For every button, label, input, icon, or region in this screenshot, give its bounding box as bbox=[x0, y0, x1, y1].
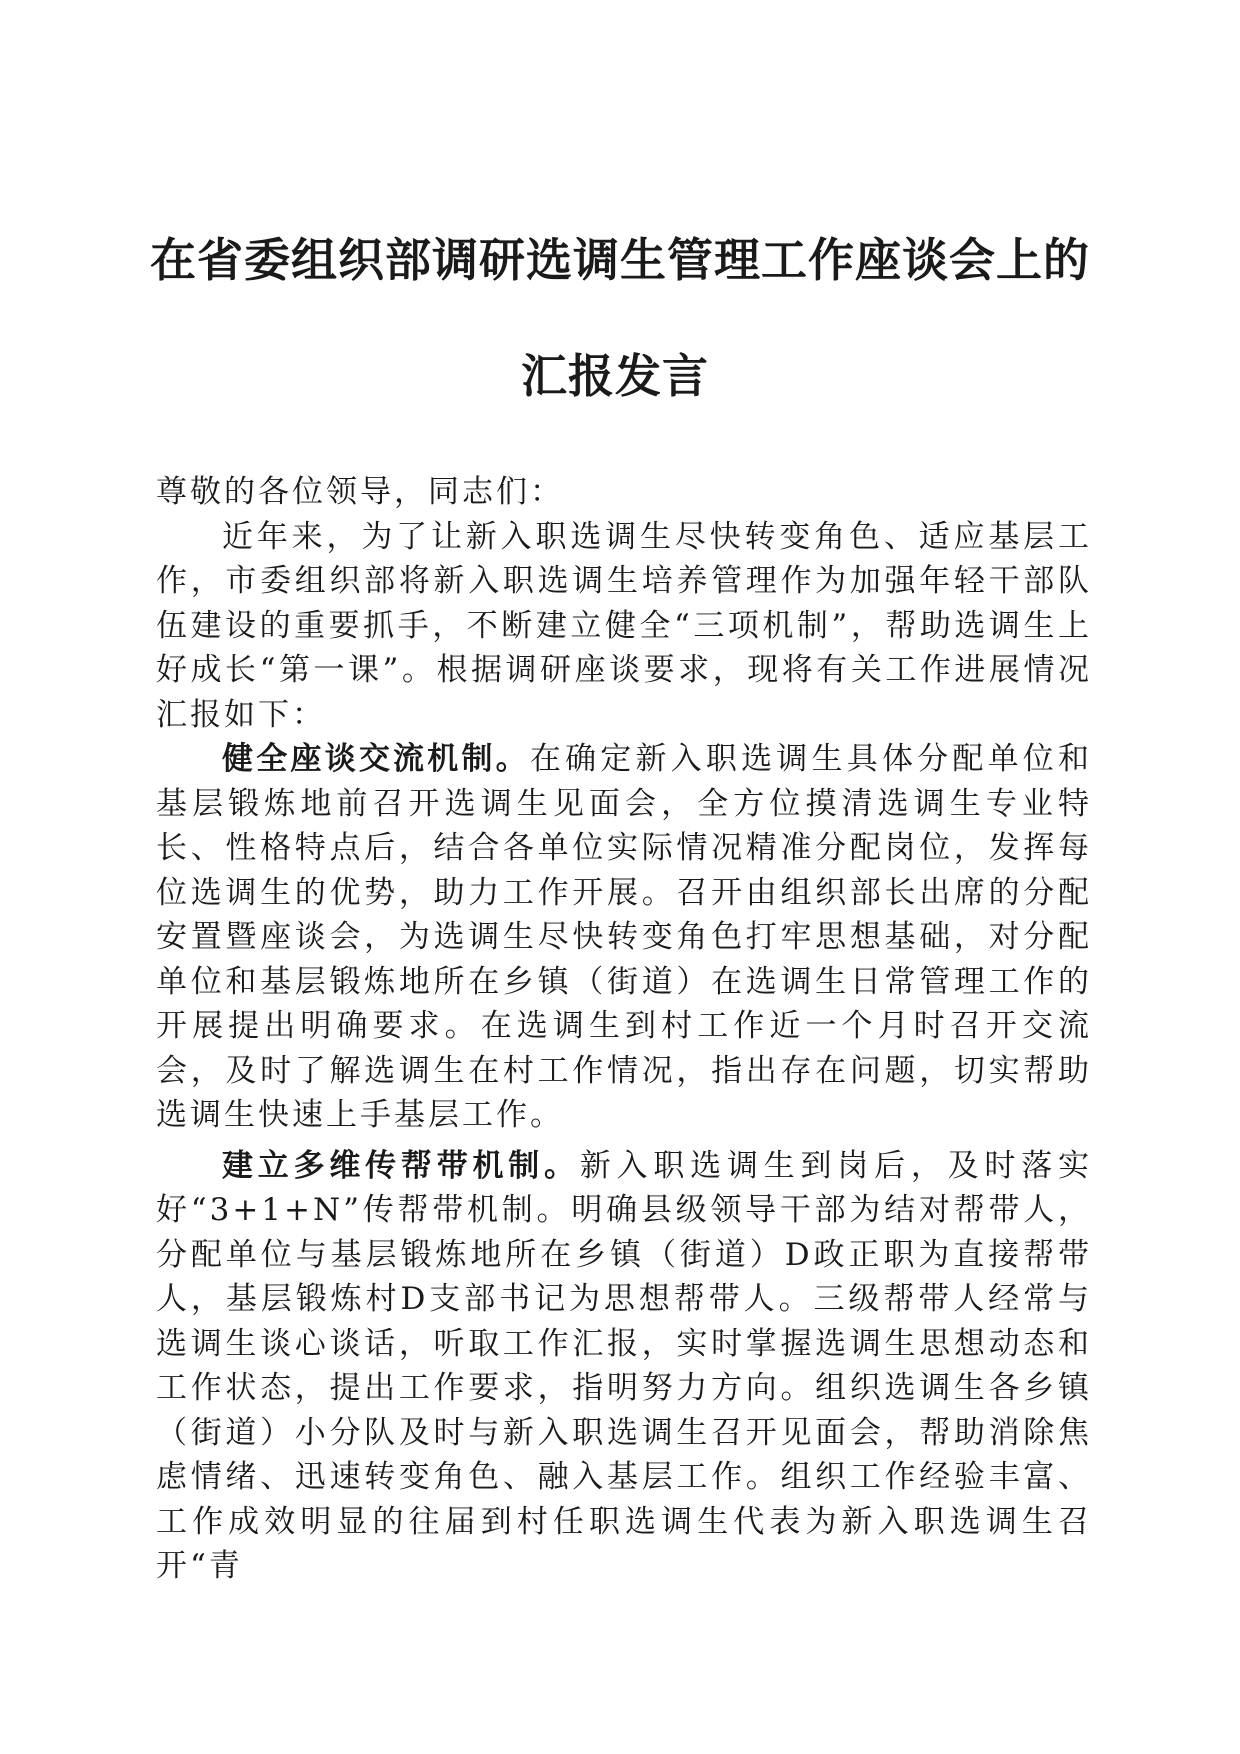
document-title-line-2: 汇报发言 bbox=[521, 349, 709, 403]
document-title-line-1: 在省委组织部调研选调生管理工作座谈会上的 bbox=[150, 233, 1090, 287]
section-heading-1: 健全座谈交流机制。 bbox=[222, 741, 530, 777]
section-text-2: 新入职选调生到岗后，及时落实好“3+1+N”传帮带机制。明确县级领导干部为结对帮带人，分配单位与基层锻炼地所在乡镇（街道）D政正职为直接帮带人，基层锻炼村D支部书记为思想帮带人。三级帮带人经常与选调生谈心谈话，听取工作汇报，实时掌握选调生思想动态和工作状态，提出工作要求，指明努力方向。组织选调生各乡镇（街道）小分队及时与新入职选调生召开见面会，帮助消除焦虑情绪、迅速转变角色、融入基层工作。组织工作经验丰富、工作成效明显的往届到村任职选调生代表为新入职选调生召开“青 bbox=[156, 1147, 1093, 1584]
salutation: 尊敬的各位领导，同志们： bbox=[156, 474, 564, 510]
section-paragraph-1 bbox=[156, 737, 1092, 1138]
document-body bbox=[156, 470, 1092, 1589]
section-text-1: 在确定新入职选调生具体分配单位和基层锻炼地前召开选调生见面会，全方位摸清选调生专业特长、性格特点后，结合各单位实际情况精准分配岗位，发挥每位选调生的优势，助力工作开展。召开由组织部长出席的分配安置暨座谈会，为选调生尽快转变角色打牢思想基础，对分配单位和基层锻炼地所在乡镇（街道）在选调生日常管理工作的开展提出明确要求。在选调生到村工作近一个月时召开交流会，及时了解选调生在村工作情况，指出存在问题，切实帮助选调生快速上手基层工作。 bbox=[156, 741, 1092, 1133]
section-paragraph-2 bbox=[156, 1144, 1092, 1589]
section-heading-2: 建立多维传帮带机制。 bbox=[222, 1147, 580, 1184]
intro-paragraph: 近年来，为了让新入职选调生尽快转变角色、适应基层工作，市委组织部将新入职选调生培养管理作为加强年轻干部队伍建设的重要抓手，不断建立健全“三项机制”，帮助选调生上好成长“第一课”。根据调研座谈要求，现将有关工作进展情况汇报如下： bbox=[156, 518, 1092, 733]
